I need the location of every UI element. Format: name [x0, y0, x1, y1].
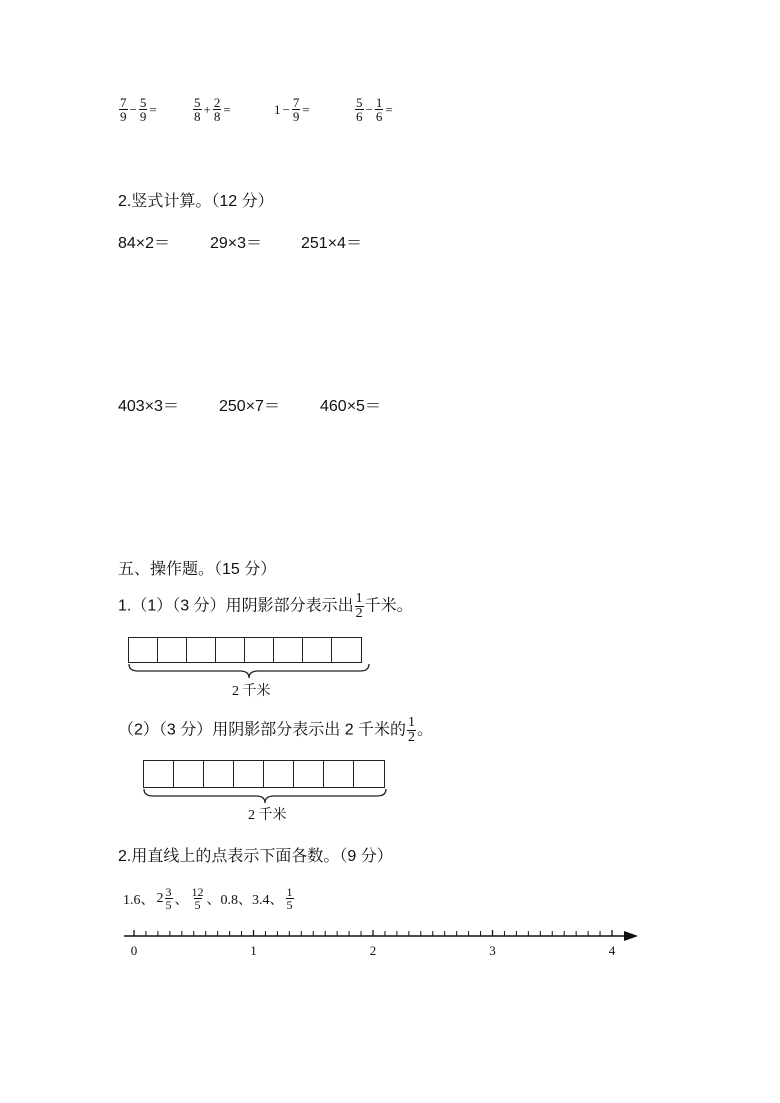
segment-cell[interactable]: [187, 638, 216, 662]
calc-item: 460×5＝: [320, 398, 381, 415]
calc-item: 403×3＝: [118, 398, 179, 415]
segment-cells: [143, 760, 385, 788]
fraction: $\frac{5}{6}$: [356, 95, 363, 124]
q1-part1-prompt: 1.（1）（3 分）用阴影部分表示出 $\frac{1}{2}$ 千米。: [118, 591, 413, 621]
segment-cell[interactable]: [354, 761, 384, 787]
fraction: $\frac{5}{8}$: [194, 95, 201, 124]
q1-part2-prompt: （2）（3 分）用阴影部分表示出 2 千米的 $\frac{1}{2}$ 。: [118, 715, 434, 745]
segment-bar-1[interactable]: [128, 637, 362, 663]
brace-2: [143, 787, 387, 805]
axis-arrow-icon: [624, 931, 638, 941]
brace-1: [128, 662, 370, 680]
q2-title: 2.用直线上的点表示下面各数。（9 分）: [118, 848, 393, 865]
fraction-exercise-4: $\frac{5}{6}$ − $\frac{1}{6}$ =: [356, 95, 393, 124]
fraction-exercise-3: 1 − $\frac{7}{9}$ =: [274, 95, 310, 124]
section5-title: 五、操作题。（15 分）: [118, 561, 277, 578]
brace-label-1: 2 千米: [232, 684, 271, 699]
tick-label: 4: [608, 943, 616, 958]
segment-cell[interactable]: [216, 638, 245, 662]
tick-label: 2: [369, 943, 377, 958]
fraction: $\frac{7}{9}$: [120, 95, 127, 124]
tick-label: 3: [489, 943, 496, 958]
segment-cell[interactable]: [324, 761, 354, 787]
fraction: $\frac{1}{5}$: [286, 885, 293, 912]
segment-cell[interactable]: [294, 761, 324, 787]
number-line[interactable]: [120, 925, 650, 965]
fraction: $\frac{1}{2}$: [355, 591, 363, 621]
fraction: $\frac{3}{5}$: [165, 885, 172, 912]
fraction: $\frac{7}{9}$: [292, 95, 300, 124]
tick-label: 0: [130, 943, 138, 958]
calc-item: 250×7＝: [219, 398, 280, 415]
fraction: $\frac{5}{9}$: [139, 95, 147, 124]
fraction-exercise-1: $\frac{7}{9}$ − $\frac{5}{9}$ =: [120, 95, 157, 124]
segment-cell[interactable]: [234, 761, 264, 787]
segment-cell[interactable]: [303, 638, 332, 662]
tick-label: 1: [250, 943, 257, 958]
number-list: 1.6、 2 $\frac{3}{5}$ 、 $\frac{12}{5}$ 、0.8、3.4、 $\frac{1}{5}$: [123, 885, 293, 912]
segment-cell[interactable]: [144, 761, 174, 787]
calc-item: 29×3＝: [210, 235, 263, 252]
segment-cell[interactable]: [332, 638, 361, 662]
segment-cell[interactable]: [174, 761, 204, 787]
fraction: $\frac{1}{2}$: [408, 715, 416, 745]
section2-title: 2.竖式计算。（12 分）: [118, 193, 274, 210]
segment-bar-2[interactable]: [143, 760, 385, 788]
segment-cell[interactable]: [204, 761, 234, 787]
segment-cell[interactable]: [245, 638, 274, 662]
fraction: $\frac{2}{8}$: [213, 95, 221, 124]
segment-cell[interactable]: [158, 638, 187, 662]
brace-label-2: 2 千米: [248, 808, 287, 823]
segment-cell[interactable]: [274, 638, 303, 662]
calc-item: 84×2＝: [118, 235, 171, 252]
fraction: $\frac{1}{6}$: [375, 95, 383, 124]
segment-cell[interactable]: [129, 638, 158, 662]
segment-cell[interactable]: [264, 761, 294, 787]
fraction-exercise-2: $\frac{5}{8}$ + $\frac{2}{8}$ =: [194, 95, 231, 124]
calc-item: 251×4＝: [301, 235, 362, 252]
fraction: $\frac{12}{5}$: [191, 885, 204, 912]
segment-cells: [128, 637, 362, 663]
